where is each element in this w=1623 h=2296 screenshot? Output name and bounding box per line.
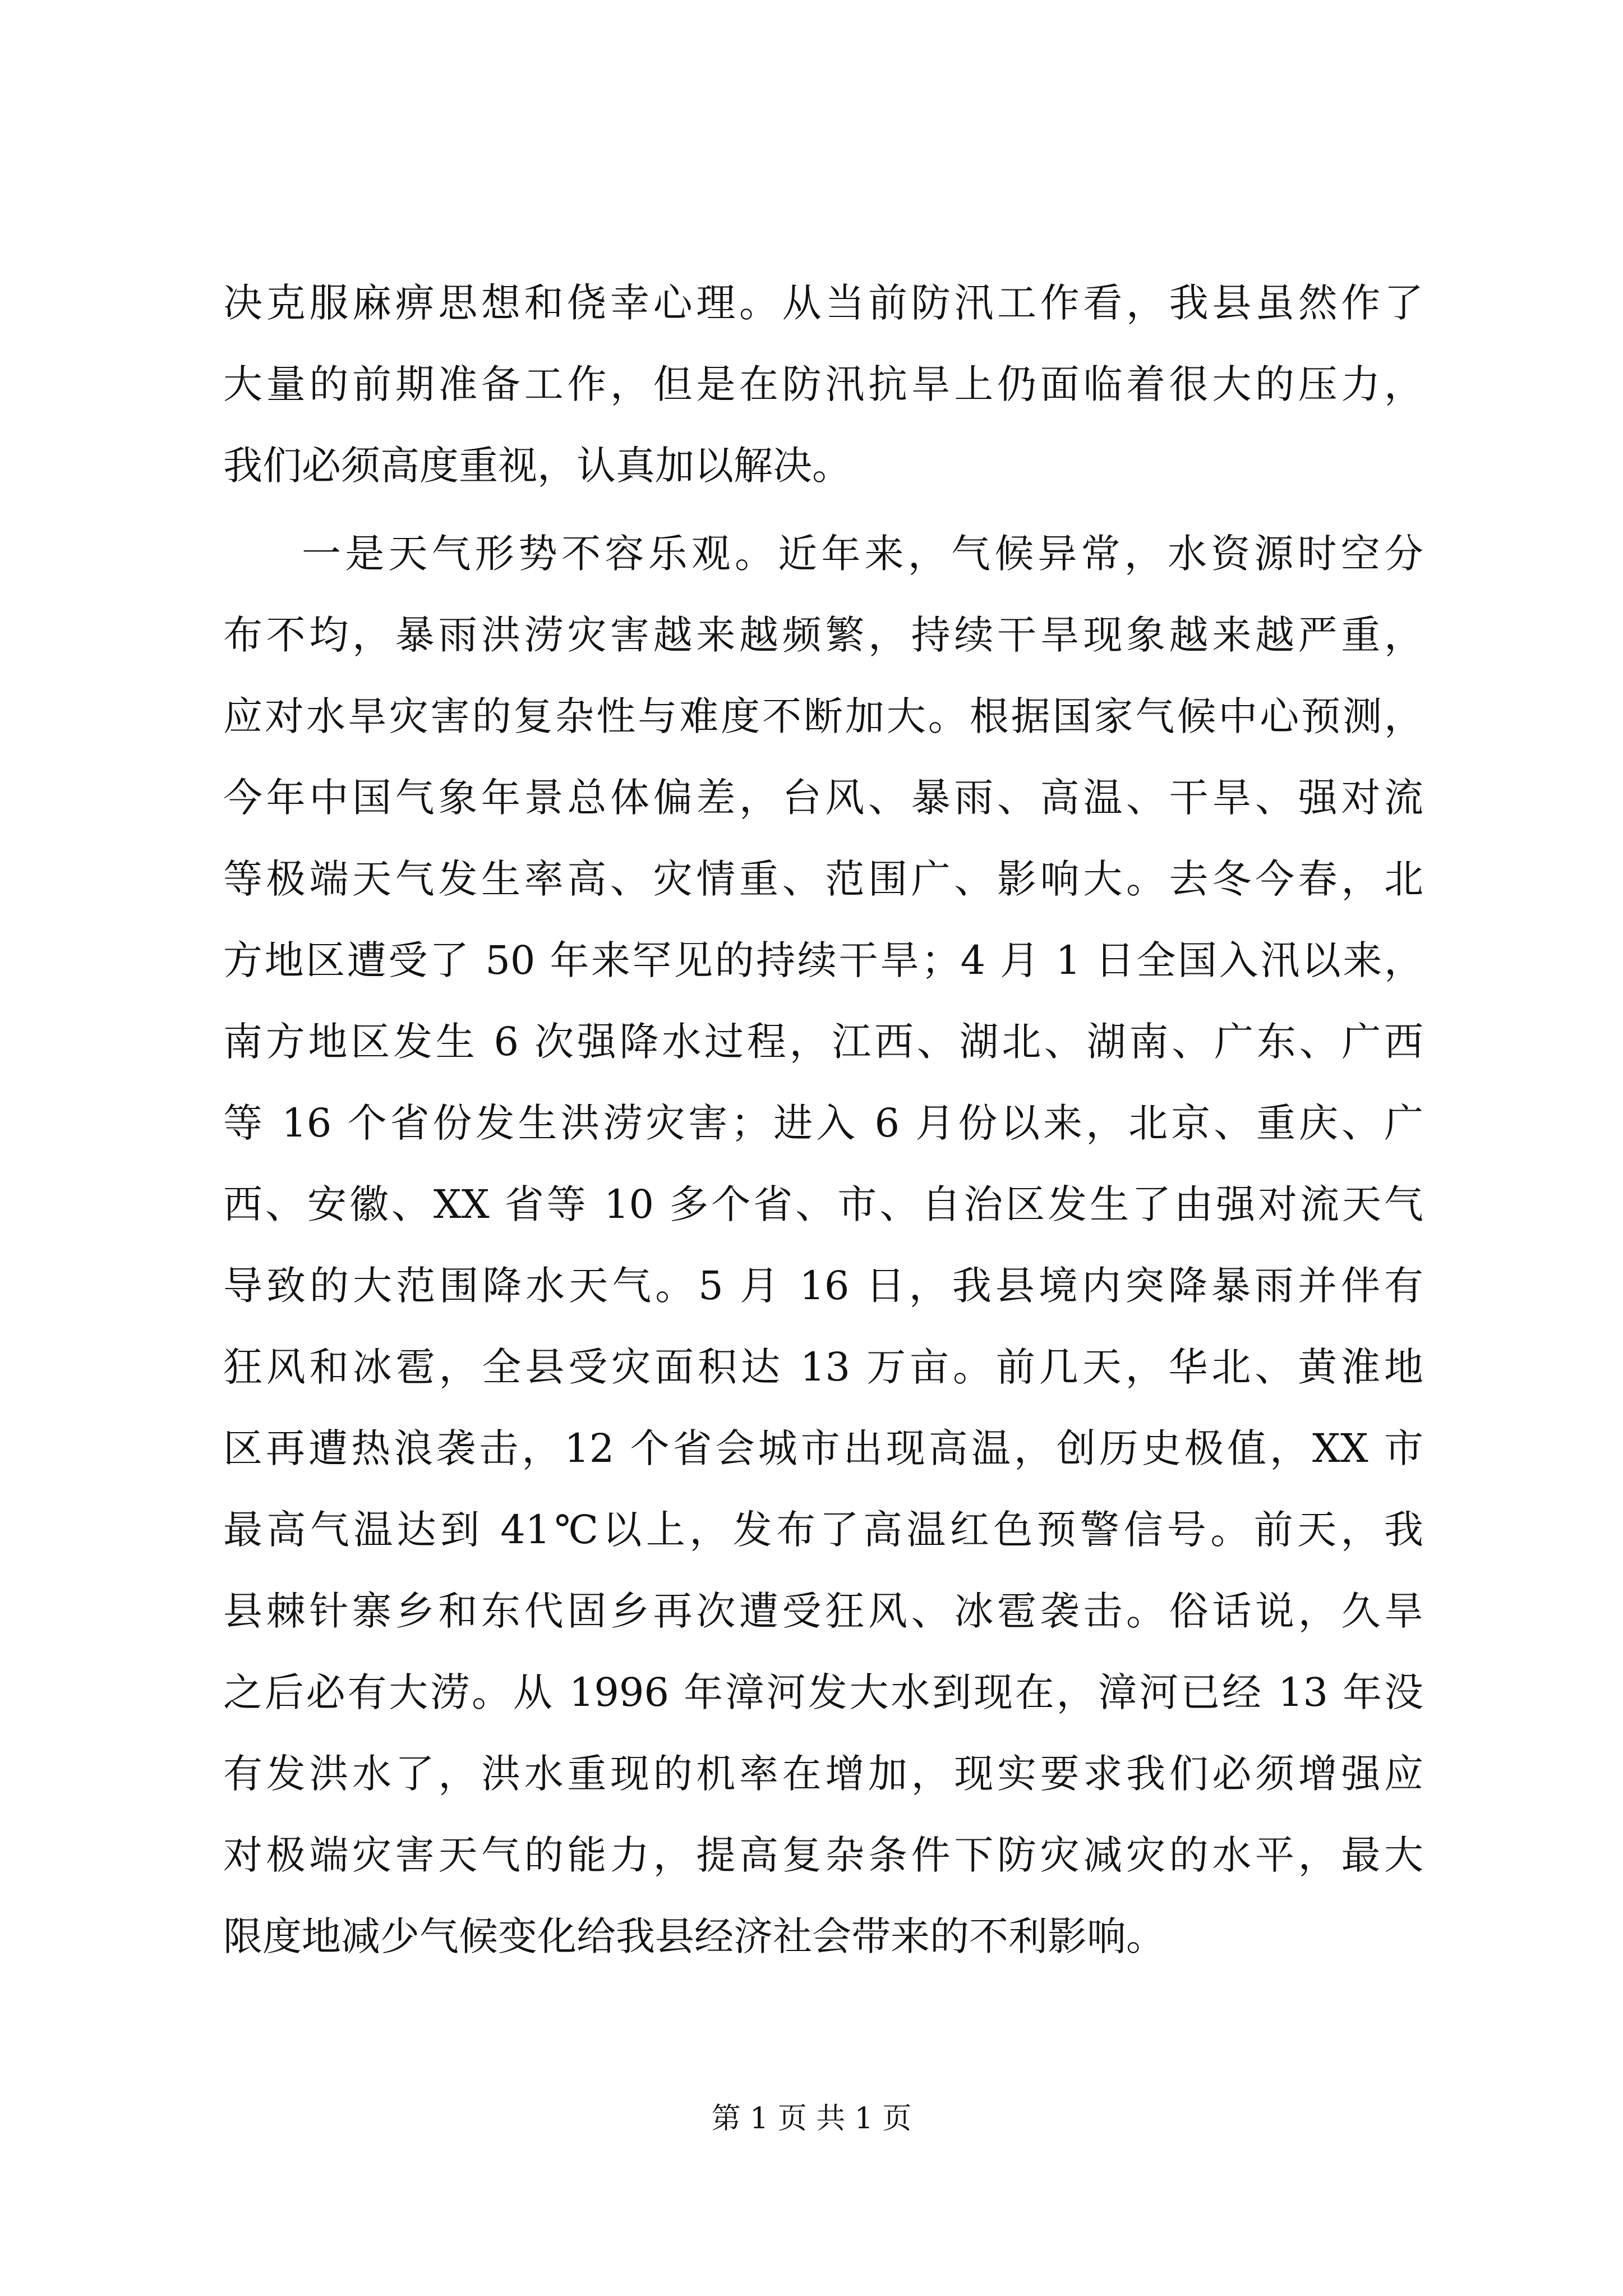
page-footer: 第 1 页 共 1 页 <box>711 2102 912 2136</box>
text-line: 等 16 个省份发生洪涝灾害；进入 6 月份以来，北京、重庆、广 <box>223 1100 1423 1146</box>
text-line: 南方地区发生 6 次强降水过程，江西、湖北、湖南、广东、广西 <box>223 1019 1423 1065</box>
text-line: 狂风和冰雹，全县受灾面积达 13 万亩。前几天，华北、黄淮地 <box>223 1344 1423 1390</box>
text-line: 最高气温达到 41℃以上，发布了高温红色预警信号。前天，我 <box>223 1507 1423 1553</box>
paragraph <box>223 513 1423 1977</box>
text-line: 一是天气形势不容乐观。近年来，气候异常，水资源时空分 <box>302 531 1423 577</box>
text-line: 今年中国气象年景总体偏差，台风、暴雨、高温、干旱、强对流 <box>223 775 1423 821</box>
text-line: 限度地减少气候变化给我县经济社会带来的不利影响。 <box>223 1913 1165 1959</box>
text-line: 之后必有大涝。从 1996 年漳河发大水到现在，漳河已经 13 年没 <box>223 1669 1423 1715</box>
text-line: 导致的大范围降水天气。5 月 16 日，我县境内突降暴雨并伴有 <box>223 1263 1423 1309</box>
text-line: 布不均，暴雨洪涝灾害越来越频繁，持续干旱现象越来越严重， <box>223 612 1423 658</box>
text-line: 方地区遭受了 50 年来罕见的持续干旱；4 月 1 日全国入汛以来， <box>223 937 1423 983</box>
text-line: 县棘针寨乡和东代固乡再次遭受狂风、冰雹袭击。俗话说，久旱 <box>223 1588 1423 1634</box>
text-line: 我们必须高度重视，认真加以解决。 <box>223 443 851 489</box>
paragraph <box>223 263 1423 507</box>
text-line: 大量的前期准备工作，但是在防汛抗旱上仍面临着很大的压力， <box>223 361 1423 407</box>
document-body <box>223 263 1423 1977</box>
text-line: 西、安徽、XX 省等 10 多个省、市、自治区发生了由强对流天气 <box>223 1181 1423 1227</box>
text-line: 区再遭热浪袭击，12 个省会城市出现高温，创历史极值，XX 市 <box>223 1425 1423 1471</box>
text-line: 应对水旱灾害的复杂性与难度不断加大。根据国家气候中心预测， <box>223 693 1423 739</box>
text-line: 等极端天气发生率高、灾情重、范围广、影响大。去冬今春，北 <box>223 856 1423 902</box>
text-line: 有发洪水了，洪水重现的机率在增加，现实要求我们必须增强应 <box>223 1751 1423 1797</box>
text-line: 对极端灾害天气的能力，提高复杂条件下防灾减灾的水平，最大 <box>223 1832 1423 1878</box>
text-line: 决克服麻痹思想和侥幸心理。从当前防汛工作看，我县虽然作了 <box>223 280 1423 326</box>
paragraph-gap <box>223 507 1423 513</box>
